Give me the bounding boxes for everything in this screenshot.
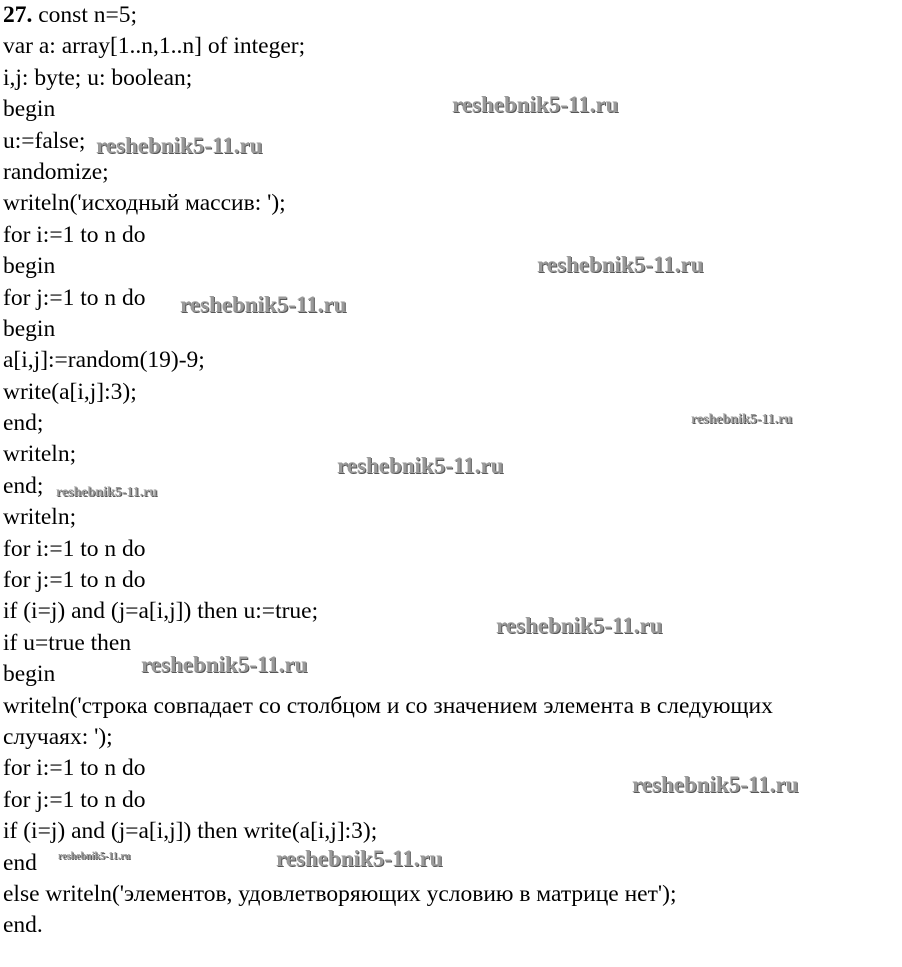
code-line-23: writeln('строка совпадает со столбцом и со значением элемента в следующих [3, 692, 773, 719]
code-line-7: writeln('исходный массив: '); [3, 190, 286, 217]
watermark: reshebnik5-11.ru [58, 851, 131, 862]
code-line-10: for j:=1 to n do [3, 284, 146, 311]
watermark: reshebnik5-11.ru [56, 485, 158, 500]
code-line-2: var a: array[1..n,1..n] of integer; [3, 33, 306, 60]
watermark: reshebnik5-11.ru [691, 412, 793, 427]
watermark: reshebnik5-11.ru [337, 453, 504, 478]
code-line-14: end; [3, 410, 44, 437]
code-line-15: writeln; [3, 441, 77, 468]
code-line-19: for j:=1 to n do [3, 567, 146, 594]
watermark: reshebnik5-11.ru [632, 772, 799, 797]
code-line-1 [3, 0, 902, 31]
code-text: const n=5; [38, 2, 138, 28]
code-line-6: randomize; [3, 158, 109, 185]
watermark: reshebnik5-11.ru [141, 652, 308, 677]
code-line-30: end. [3, 912, 43, 939]
code-line-20: if (i=j) and (j=a[i,j]) then u:=true; [3, 598, 319, 625]
code-line-25: for i:=1 to n do [3, 755, 146, 782]
code-line-22: begin [3, 661, 56, 688]
code-line-27: if (i=j) and (j=a[i,j]) then write(a[i,j]:3); [3, 818, 378, 845]
code-line-3: i,j: byte; u: boolean; [3, 64, 193, 91]
code-line-18: for i:=1 to n do [3, 535, 146, 562]
code-line-26: for j:=1 to n do [3, 786, 146, 813]
code-line-17: writeln; [3, 504, 77, 531]
watermark: reshebnik5-11.ru [96, 133, 263, 158]
code-line-11: begin [3, 315, 56, 342]
watermark: reshebnik5-11.ru [537, 252, 704, 277]
code-line-4: begin [3, 96, 56, 123]
code-line-29: else writeln('элементов, удовлетворяющих условию в матрице нет'); [3, 880, 677, 907]
code-line-9: begin [3, 253, 56, 280]
code-line-8: for i:=1 to n do [3, 221, 146, 248]
code-line-13: write(a[i,j]:3); [3, 378, 137, 405]
watermark: reshebnik5-11.ru [496, 613, 663, 638]
code-line-24: случаях: '); [3, 723, 113, 750]
code-line-21: if u=true then [3, 629, 132, 656]
task-number: 27. [3, 2, 33, 28]
watermark: reshebnik5-11.ru [180, 292, 347, 317]
watermark: reshebnik5-11.ru [452, 92, 619, 117]
watermark: reshebnik5-11.ru [276, 846, 443, 871]
code-line-12: a[i,j]:=random(19)-9; [3, 347, 205, 374]
code-line-5: u:=false; [3, 127, 86, 154]
code-line-16: end; [3, 472, 44, 499]
code-line-28: end [3, 849, 37, 876]
